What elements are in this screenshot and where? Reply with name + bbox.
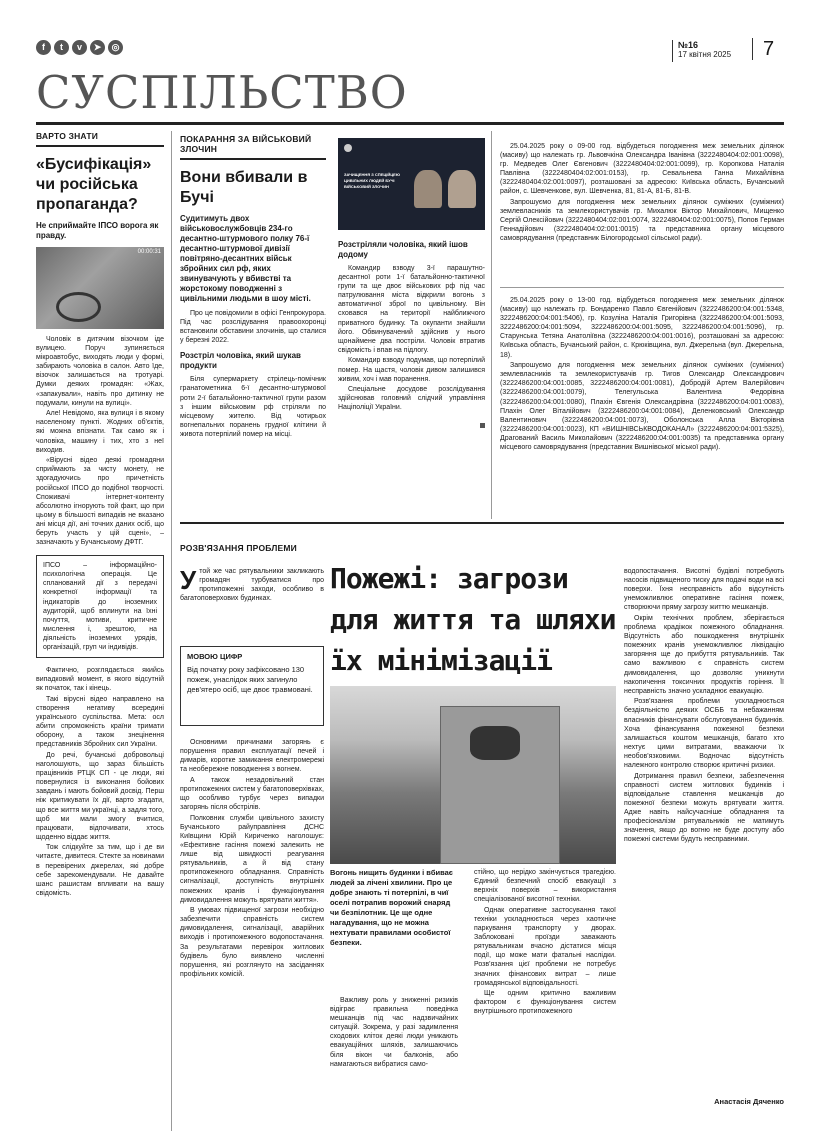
rubric-rule [36,145,164,147]
end-mark [480,423,485,428]
paragraph: Про це повідомили в офісі Генпрокурора. Під час розслідування правоохоронці встановили обставини злочинів, що сталися у березні 2022. [180,310,326,345]
paragraph: А також незадовільний стан протипожежних систем у багатоповерхівках, що особливо турбує через випадки загорянь після обстрілів. [180,776,324,812]
issue-info [672,40,731,62]
column-divider [171,131,172,1131]
paragraph: водопостачання. Висотні будівлі потребують насосів підвищеного тиску для подачі води на всі поверхи. Їхня несправність або відсутність унеможливлює оперативне гасіння пожеж, створюючи пряму загрозу життю мешканців. [624,568,784,612]
author-signature: Анастасія Дяченко [714,1097,784,1106]
issue-date: 17 квітня 2025 [678,50,732,59]
rubric-rule [180,158,326,160]
notice-divider [500,287,784,288]
fire-body-col3 [474,868,616,1108]
intro-text: той же час рятувальники закликають громадян турбуватися про протипожежні заходи, особливо в багатоповерхових будинках. [180,568,324,603]
body-text [338,264,485,413]
paragraph: стійно, що нерідко закінчується трагедією. Єдиний безпечний спосіб евакуації з верхніх поверхів – використання спеціалізованої висотної техніки. [474,869,616,904]
fire-body-col4 [624,567,784,1092]
paragraph: Розв'язання проблеми ускладнюється бездіяльністю деяких ОСББ та небажанням власників фінансувати обслуговування будинків. Хоча фінансування пожежної безпеки залишається коштом мешканців, багато хто нехтує цими витратами, вважаючи їх необов'язковими. Водночас відсутність належного контролю створює критичні ризики. [624,698,784,769]
paragraph: Такі вірусні відео направлено на створення негативу всередині українського суспільства. Мета: осл​абити спроможність країни тримати оборону, а також знецінення представників Збройних сил України. [36,695,164,749]
photo-caption: ЗАЧИЩЕННЯ З СПЕЦІЙЦЕЮ ЦИВІЛЬНИХ ЛЮДЕЙ БУЧІ ВІЙСЬКОВИЙ ЗЛОЧИН [344,172,400,189]
body-text-2 [36,666,164,898]
fire-body-col2 [330,996,458,1106]
article-busification [36,131,164,1131]
drop-cap: У [180,565,197,595]
emblem-icon [344,144,352,152]
paragraph: Окрім технічних проблем, зберігається проблема крадіжок пожежного обладнання. Відсутність або пошкодження внутрішніх пожежних кранів унеможливлює ліквідацію загоряння ще до прибуття рятувальників. Так само важливою є справність систем димовидалення, що дозволяє уникнути накопичення токсичних продуктів горіння. Її несправність значно ускладнює евакуацію. [624,614,784,695]
paragraph: Біля супермаркету стрілець-помічник гранатометника 6-ї десантно-штурмової роти 2-ї батальйонно-тактичної групи разом з іншим військовим рф стріляли по місцевому жителю. Від чотирьох вогнепальних поранень грудної клітини й живота потерпілий помер на місці. [180,376,326,438]
notice-paragraph: Запрошуємо для погодження меж земельних ділянок суміжних (суміжних) землевласників та землекористувачів гр. Михалюк Віктор Михайлович, Мищенко Сергій Олексійович (3222480404:02:001:0074, 3222480404:02:001:0075), Попов Герман Геннадійович (3222480404:02:001:0015) та представника органу місцевого самоврядування (представник Білогородської сільської ради). [500,199,784,243]
paragraph: Основними причинами загорянь є порушення правил експлуатації печей і димарів, коротке замикання електромережі та необережне поводження з вогнем. [180,739,324,774]
smoke-shape [470,726,520,760]
land-notice-1 [500,142,784,282]
body-text [180,375,326,439]
notice-paragraph: 25.04.2025 року о 13-00 год. відбудеться погодження меж земельних ділянок (масиву) що належать гр. Бондаренко Павло Євгенійович (3222486200:04:001:5348, 3222486200:04:001:5406), гр. Козуліна Наталія Григорівна (3222486200:04:001:5093, 3222486200:04:001:5094, 3222486200:04:001:5095, 3222486200:04:001:5096), гр. Старунська Тетяна Анатоліївна (3222486200:04:001:0016), розташовані за адресою: Київська область, Бучанський район, с. Крюківщина, вул. Джерельна (вул. Джерельна, 18). [500,297,784,359]
paragraph: Важливу роль у зниженні ризиків відіграє правильна поведінка мешканців під час надзвичайних ситуацій. Зокрема, у разі задимлення сходових кліток деякі люди уникають евакуаційних шляхів, залишаючись біля вікон чи балконів, або намагаються вибратися само- [330,997,458,1068]
article-bucha-crimes [180,134,326,516]
issue-number: №16 [678,40,699,50]
section-title: СУСПІЛЬСТВО [36,66,408,119]
numbers-box [180,646,324,726]
fire-intro [180,567,324,627]
photo-timestamp: 00:00:31 [137,249,161,255]
suspect-portrait-2 [448,170,476,208]
paragraph: Ще одним критично важливим фактором є функціонування систем внутрішнього протипожежного [474,990,616,1016]
page-number: 7 [752,38,792,60]
paragraph: Дотримання правил безпеки, забезпечення справності систем житлових будинків і відповідальне ставлення мешканців до пожежної безпеки можуть врятувати життя. Адже навіть найсучасніше обладнання та професіоналізм рятувальників не матимуть значення, якщо до вогню не буде доступу або пожежні системи будуть несправними. [624,772,784,844]
headline: «Бусифікація» чи російська пропаганда? [36,156,152,213]
paragraph: Полковник служби цивільного захисту Бучанського райуправління ДСНС Київщини Юрій Кириченко наголошує: «Ефективне гасіння пожежі залежить не лише від швидкості реагування рятувальників, а й від стану протипожежного обладнання. Справність сигналізації, доступність внутрішніх пожежних кранів і функціонування димовидалення можуть врятувати життя». [180,814,324,904]
numbers-text: Від початку року зафіксовано 130 пожеж, унаслідок яких загинуло дев'ятеро осіб, ще двоє травмовані. [187,665,313,694]
paragraph: Командир взводу подумав, що потерпілий помер. На щастя, чоловік дивом залишився живим, хоч і мав поранення. [338,357,485,383]
paragraph: До речі, бучанські добровольці наголошують, що зараз більшість працівників РТЦК СП - це люди, які повернулися із виконання бойових завдань і мають бойовий досвід. Перш ніж критикувати їх дії, варто згадати, що все життя ми українці, а задля того, щоб ми мали змогу вчитися, працювати, відпочивати, хтось щоденно віддає життя. [36,751,164,841]
viber-icon[interactable]: v [72,40,87,55]
suspect-portrait-1 [414,170,442,208]
lead: Не сприймайте ІПСО ворога як правду. [36,221,159,240]
article-bucha-crimes-cont [338,138,485,516]
section-rule [180,522,784,524]
paragraph: Командир взводу 3-ї парашутно-десантної роти 1-ї батальйонно-тактичної групи та ще двоє військових рф під час патрулювання міста відкрили вогонь з автоматичної зброї по цивільному. Він сховався на території найближчого приватного будинку. Та окупанти знайшли його. Обвинувачений здійснив у нього щонаймене два постріли. Чоловік втратив свідомість і впав на підлогу. [338,265,485,354]
street-photo [36,247,164,329]
rubric: ПОКАРАННЯ ЗА ВІЙСЬКОВИЙ ЗЛОЧИН [180,134,312,154]
land-notice-2 [500,296,784,516]
column-divider [491,131,492,519]
subheading: Розстріл чоловіка, який шукав продукти [180,351,301,371]
ipso-definition-box [36,555,164,658]
body-text [180,309,326,345]
telegram-icon[interactable]: ➤ [90,40,105,55]
headline: Вони вбивали в Бучі [180,169,308,206]
photo-caption: Вогонь нищить будинки і вбиває людей за лічені хвилини. Про це добре знають ті потерпілі, в чиї оселі потрапив ворожий снаряд чи безпілотник. Це ще одне нагадування, що не можна нехтувати правилами особистої безпеки. [330,868,453,947]
facebook-icon[interactable]: f [36,40,51,55]
fire-body-col1 [180,738,324,1098]
paragraph: Але! Невідомо, яка вулиця і в якому населеному пункті. Жодних об'єктів, які можна впізнати. Так само як і чоловіка, машину і тих, хто з неї виходив. [36,410,164,454]
notice-paragraph: 25.04.2025 року о 09-00 год. відбудеться погодження меж земельних ділянок (масиву) що належать гр. Львовчкіна Олександра Іванівна (3222480404:02:001:0098), гр. Медведев Олег Євгенович (3222480404:02:001:0099), гр. Коропкова Наталія Павлівна (3222480404:02:001:0153), гр. Севальнева Ганна Михайлівна (3222480404:02:001:0097), розташовані за адресою: Київська область, Бучанський район, с. Шевченкове, вул. Шевченка, 81, 81-А, 81-Б, 81-В. [500,143,784,196]
numbers-title: МОВОЮ ЦИФР [187,652,243,661]
notice-paragraph: Запрошуємо для погодження меж земельних ділянок суміжних (суміжних) землевласників та землекористувачів гр. Тигов Олександр Олександрович (3222486200:04:001:0085, 3222486200:04:001:0081), Добродій Артем Валерійович (3222486200:04:001:0079), Телегульська Валентина Федорівна (3222486200:04:001:0080), Плахін Євгенія Олександрівна (3222486200:04:001:0083), Плахін Олег Віталійович (3222486200:04:001:0084), Деленковський Олександр Валентинович (3222486200:04:001:0073), Оболонська Алла Вікторівна (3222486200:04:001:0023), КП «ВИШНІВСЬКВОДОКАНАЛ» (3222486200:04:001:5325), Драгований Василь Миколайович (3222486200:04:001:0035) та представника органу місцевого самоврядування (представник Вишнівської міської ради). [500,362,784,451]
paragraph: Спеціальне досудове розслідування здійснював головний слідчий управління Націполіції України. [338,386,485,412]
instagram-icon[interactable]: ◎ [108,40,123,55]
suspects-photo [338,138,485,230]
body-text-1 [36,335,164,547]
paragraph: Тож слідкуйте за тим, що і де ви читаєте, дивитеся. Стекте за новинами в перевірених джерелах, які добре себе зарекомендували. Не давайте шанс рашистам впливати на вашу свідомість. [36,844,164,897]
fire-headline: Пожежі: загрози для життя та шляхи їх мінімізації [330,562,616,677]
rubric: ВАРТО ЗНАТИ [36,131,99,141]
lead: Судитимуть двох військовослужбовців 234-го десантно-штурмового полку 76-ї десантно-штурмової дивізії повітряно-десантних військ збройних сил рф, яких звинувачують у вбивстві та жорстокому поводженні з цивільними людьми в шоу місті. [180,214,311,303]
masthead-rule [36,122,784,125]
paragraph: Однак оперативне застосування такої техніки ускладнюється через хаотичне паркування транспорту у дворах. Заблоковані проїзди заважають рятувальникам вчасно дістатися місця події, що може мати фатальні наслідки. Розв'язання цієї проблеми не потребує значних фінансових витрат – лише громадянської відповідальності. [474,906,616,987]
paragraph: Фактично, розглядається якийсь випадковий момент, в якого відсутній як початок, так і кінець. [36,667,164,693]
paragraph: Чоловік в дитячим візочком іде вулицею. Поруч зупиняється мікроавтобус, виходять люди у формі, забирають чоловіка в салон. Авто їде, візочок залишається на тротуарі. Думки деяких громадян: «Жах, «запакували», навіть про дитинку не подумали, кинули на вулиці». [36,336,164,407]
stroller-shape [56,292,101,322]
subheading: Розстріляли чоловіка, який ішов додому [338,240,468,259]
social-icons [36,40,123,55]
paragraph: В умовах підвищеної загрози необхідно забезпечити справність систем димовидалення, сигналізації, аварійних виходів і протипожежного водопостачання. За результатами перевірок житлових будівель було виявлено численні порушення, які розглянуто на засіданнях профільних комісій. [180,907,324,978]
twitter-icon[interactable]: t [54,40,69,55]
fire-rubric: РОЗВ'ЯЗАННЯ ПРОБЛЕМИ [180,543,297,553]
box-text: ІПСО – інформаційно-психологічна операція. Це спланований дії з передачі конкретної інформації та індикаторів до іноземних аудиторій, щоб вплинути на їхні почуття, мотиви, критичне мислення і, зрештою, на діяльність іноземних урядів, організацій, груп чи індивідів. [43,562,157,651]
burning-building-photo [330,686,616,864]
paragraph: «Вірусні відео деякі громадяни сприймають за чисту монету, не здогадуючись про причетність російської ІПСО до подібної творчості. Споживачі інтернет-контенту абсолютно ігнорують той факт, що при цьому в більшості випадків не вказано ані місця дії, ані точних даних осіб, що беруть участь у цій сцені», – зазначають у Бучанському ДФТГ. [36,457,164,547]
